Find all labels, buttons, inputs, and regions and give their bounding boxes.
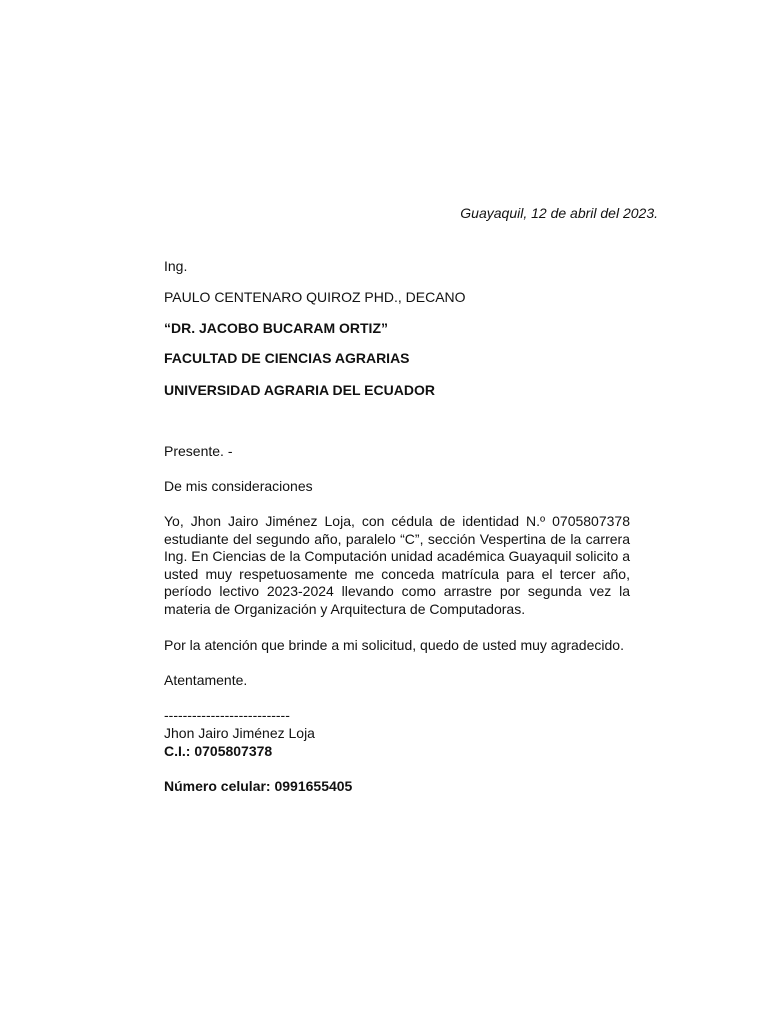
greeting-line: De mis consideraciones <box>164 478 313 494</box>
recipient-faculty: FACULTAD DE CIENCIAS AGRARIAS <box>164 350 410 366</box>
body-paragraph: Yo, Jhon Jairo Jiménez Loja, con cédula de identidad N.º 0705807378 estudiante del segundo año, paralelo “C”, sección Vespertina de la carrera Ing. En Ciencias de la Computación unidad académica Guayaquil solicito a usted muy respetuosamente me conceda matrícula para el tercer año, período lectivo 2023-2024 llevando como arrastre por segunda vez la materia de Organización y Arquitectura de Computadoras. <box>164 513 630 617</box>
closing-paragraph: Por la atención que brinde a mi solicitud, quedo de usted muy agradecido. <box>164 637 624 653</box>
valediction: Atentamente. <box>164 672 248 688</box>
recipient-campus: “DR. JACOBO BUCARAM ORTIZ” <box>164 320 388 336</box>
signature-id: C.I.: 0705807378 <box>164 743 273 759</box>
recipient-university: UNIVERSIDAD AGRARIA DEL ECUADOR <box>164 382 435 398</box>
signature-name: Jhon Jairo Jiménez Loja <box>164 725 315 741</box>
signature-line: --------------------------- <box>164 707 290 723</box>
presente-line: Presente. - <box>164 443 233 459</box>
recipient-title: Ing. <box>164 258 188 274</box>
letter-date: Guayaquil, 12 de abril del 2023. <box>460 205 658 221</box>
signature-phone: Número celular: 0991655405 <box>164 778 353 794</box>
recipient-name: PAULO CENTENARO QUIROZ PHD., DECANO <box>164 289 466 305</box>
